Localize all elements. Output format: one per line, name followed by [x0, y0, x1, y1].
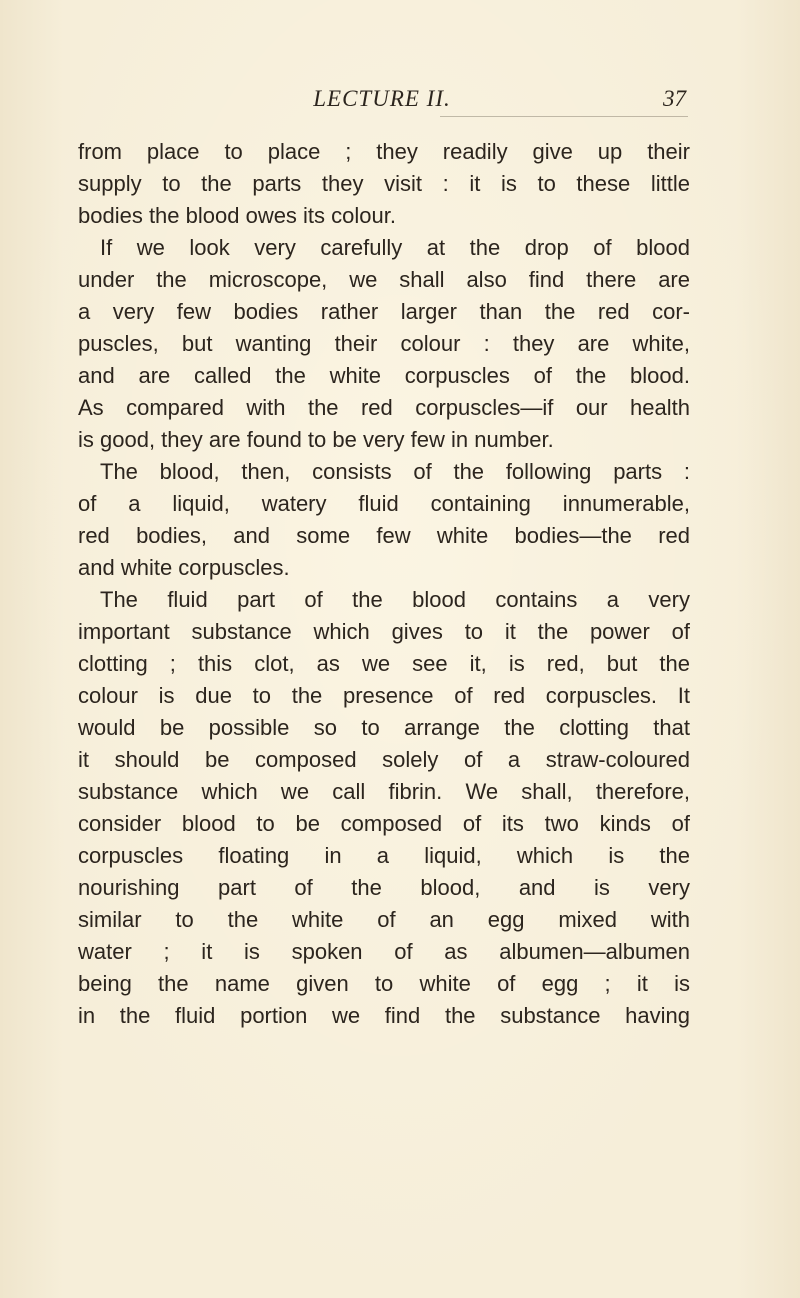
running-head — [78, 84, 686, 114]
text-line: from place to place ; they readily give up their — [78, 139, 690, 164]
text-line: consider blood to be composed of its two kinds of — [78, 811, 690, 836]
text-line: supply to the parts they visit : it is to these little — [78, 171, 690, 196]
text-line: and are called the white corpuscles of the blood. — [78, 363, 690, 388]
text-line: and white corpuscles. — [78, 555, 290, 580]
header-rule — [440, 116, 688, 117]
text-line: would be possible so to arrange the clotting that — [78, 715, 690, 740]
text-line: under the microscope, we shall also find there are — [78, 267, 690, 292]
text-line: a very few bodies rather larger than the red cor- — [78, 299, 690, 324]
text-line: is good, they are found to be very few in number. — [78, 427, 554, 452]
text-line: clotting ; this clot, as we see it, is red, but the — [78, 651, 690, 676]
text-line: The fluid part of the blood contains a very — [100, 587, 690, 612]
page-number: 37 — [663, 86, 686, 111]
text-line: being the name given to white of egg ; it is — [78, 971, 690, 996]
text-line: in the fluid portion we find the substance having — [78, 1003, 690, 1028]
text-line: The blood, then, consists of the following parts : — [100, 459, 690, 484]
text-line: corpuscles floating in a liquid, which is the — [78, 843, 690, 868]
text-line: substance which we call fibrin. We shall, therefore, — [78, 779, 690, 804]
text-line: colour is due to the presence of red corpuscles. It — [78, 683, 690, 708]
text-line: it should be composed solely of a straw-coloured — [78, 747, 690, 772]
body-text — [78, 136, 690, 1032]
text-line: water ; it is spoken of as albumen—albumen — [78, 939, 690, 964]
text-line: of a liquid, watery fluid containing innumerable, — [78, 491, 690, 516]
text-line: important substance which gives to it the power of — [78, 619, 690, 644]
running-title: LECTURE II. — [313, 86, 451, 111]
text-line: nourishing part of the blood, and is very — [78, 875, 690, 900]
text-line: red bodies, and some few white bodies—the red — [78, 523, 690, 548]
text-line: similar to the white of an egg mixed with — [78, 907, 690, 932]
text-line: If we look very carefully at the drop of blood — [100, 235, 690, 260]
text-line: bodies the blood owes its colour. — [78, 203, 396, 228]
text-line: As compared with the red corpuscles—if our health — [78, 395, 690, 420]
text-line: puscles, but wanting their colour : they are white, — [78, 331, 690, 356]
